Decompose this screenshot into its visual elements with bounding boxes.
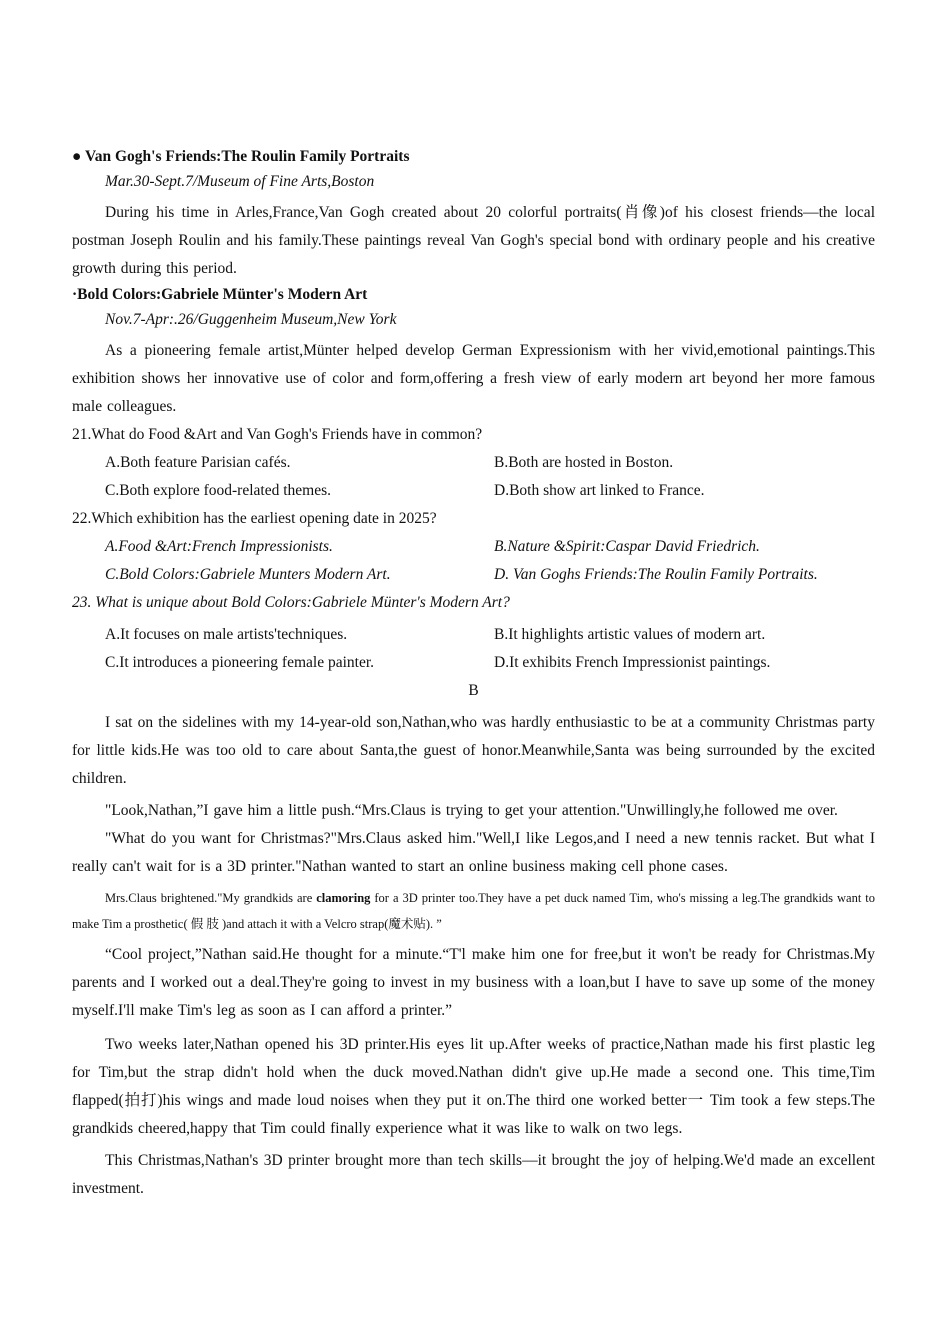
option-d: D.It exhibits French Impressionist paintings. xyxy=(494,654,771,671)
small-text-after: for a 3D printer too.They have a pet duck named Tim, who's missing a leg.The grandkids want to make Tim a prosthetic( 假 肢 )and attach it with a Velcro strap(魔术贴). ” xyxy=(72,891,875,931)
option-a: A.Both feature Parisian cafés. xyxy=(105,454,291,471)
exhibition-meta: Mar.30-Sept.7/Museum of Fine Arts,Boston xyxy=(105,173,375,190)
question-options xyxy=(72,621,875,677)
story-paragraph: “Cool project,”Nathan said.He thought for a minute.“T'l make him one for free,but it won't be ready for Christmas.My parents and I worked out a deal.They're going to invest in my business with a loan,but I have to save up some of the money myself.I'll make Tim's leg as soon as I can afford a printer.” xyxy=(72,946,875,1019)
small-text-before: Mrs.Claus brightened."My grandkids are xyxy=(105,891,317,905)
option-b: B.Nature &Spirit:Caspar David Friedrich. xyxy=(494,538,760,555)
story-paragraph: This Christmas,Nathan's 3D printer brought more than tech skills—it brought the joy of helping.We'd made an excellent investment. xyxy=(72,1152,875,1197)
story-paragraph: I sat on the sidelines with my 14-year-old son,Nathan,who was hardly enthusiastic to be at a community Christmas party for little kids.He was too old to care about Santa,the guest of honor.Meanwhile,Santa was being surrounded by the excited children. xyxy=(72,714,875,787)
story-paragraph: "What do you want for Christmas?"Mrs.Claus asked him."Well,I like Legos,and I need a new tennis racket. But what I really can't wait for is a 3D printer."Nathan wanted to start an online business making cell phone cases. xyxy=(72,830,875,875)
section-label: B xyxy=(468,682,479,699)
story-paragraph: "Look,Nathan,”I gave him a little push.“Mrs.Claus is trying to get your attention."Unwillingly,he followed me over. xyxy=(105,802,838,819)
question-options xyxy=(72,533,875,589)
story-paragraph: Two weeks later,Nathan opened his 3D printer.His eyes lit up.After weeks of practice,Nathan made his first plastic leg for Tim,but the strap didn't hold when the duck moved.Nathan didn't give up.He made a second one. This time,Tim flapped(拍打)his wings and made loud noises when they put it on.The third one worked better一 Tim took a few steps.The grandkids cheered,happy that Tim could finally experience what it was like to walk on two legs. xyxy=(72,1036,875,1137)
exhibition-meta: Nov.7-Apr:.26/Guggenheim Museum,New York xyxy=(105,311,397,328)
question-stem: 22.Which exhibition has the earliest opening date in 2025? xyxy=(72,510,437,527)
option-b: B.It highlights artistic values of modern art. xyxy=(494,626,766,643)
exhibition-title: ● Van Gogh's Friends:The Roulin Family Portraits xyxy=(72,148,410,165)
question-stem: 23. What is unique about Bold Colors:Gabriele Münter's Modern Art? xyxy=(72,594,510,611)
exhibition-description: As a pioneering female artist,Münter helped develop German Expressionism with her vivid,emotional paintings.This exhibition shows her innovative use of color and form,offering a fresh view of early modern art beyond her more famous male colleagues. xyxy=(72,342,875,415)
option-d: D. Van Goghs Friends:The Roulin Family Portraits. xyxy=(494,566,818,583)
exhibition-description: During his time in Arles,France,Van Gogh created about 20 colorful portraits(肖像)of his closest friends—the local postman Joseph Roulin and his family.These paintings reveal Van Gogh's special bond with ordinary people and his creative growth during this period. xyxy=(72,204,875,277)
exhibition-title: ·Bold Colors:Gabriele Münter's Modern Art xyxy=(72,286,368,303)
question-stem: 21.What do Food &Art and Van Gogh's Friends have in common? xyxy=(72,426,483,443)
option-c: C.It introduces a pioneering female painter. xyxy=(105,654,375,671)
question-options xyxy=(72,449,875,505)
option-a: A.Food &Art:French Impressionists. xyxy=(105,538,333,555)
option-a: A.It focuses on male artists'techniques. xyxy=(105,626,348,643)
option-c: C.Both explore food-related themes. xyxy=(105,482,331,499)
story-paragraph-small xyxy=(72,885,875,937)
option-d: D.Both show art linked to France. xyxy=(494,482,705,499)
option-b: B.Both are hosted in Boston. xyxy=(494,454,674,471)
document-page xyxy=(72,145,875,1203)
vocab-word: clamoring xyxy=(316,891,371,905)
option-c: C.Bold Colors:Gabriele Munters Modern Art. xyxy=(105,566,391,583)
